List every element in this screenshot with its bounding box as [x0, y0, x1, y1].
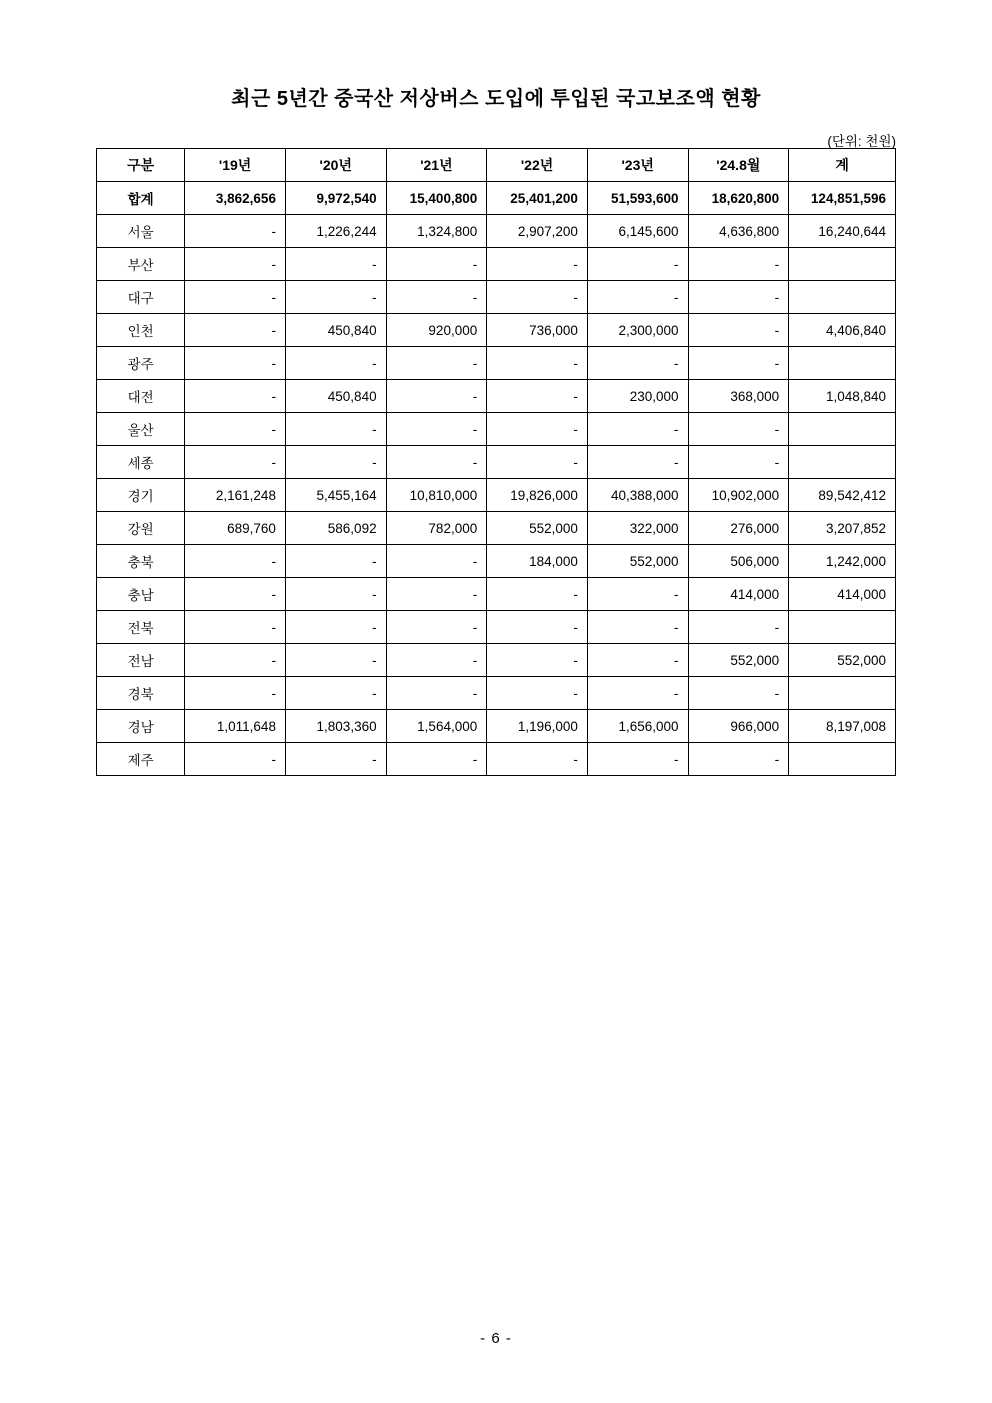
cell-total: 4,406,840 — [789, 314, 896, 347]
cell-2019: - — [185, 611, 286, 644]
cell-2020: - — [285, 644, 386, 677]
table-row — [97, 314, 896, 347]
column-header-2023: '23년 — [587, 149, 688, 182]
cell-2020: - — [285, 347, 386, 380]
row-label: 울산 — [97, 413, 185, 446]
cell-2021: - — [386, 248, 487, 281]
row-label: 세종 — [97, 446, 185, 479]
cell-total — [789, 743, 896, 776]
cell-2022: - — [487, 644, 588, 677]
cell-total — [789, 446, 896, 479]
cell-2021: 1,564,000 — [386, 710, 487, 743]
table-row — [97, 347, 896, 380]
column-header-2019: '19년 — [185, 149, 286, 182]
cell-2023: 6,145,600 — [587, 215, 688, 248]
row-label: 충북 — [97, 545, 185, 578]
table-row — [97, 479, 896, 512]
cell-2021: - — [386, 380, 487, 413]
cell-2024-08: - — [688, 347, 789, 380]
cell-2022: 552,000 — [487, 512, 588, 545]
cell-2023: - — [587, 677, 688, 710]
cell-2023: 230,000 — [587, 380, 688, 413]
cell-2020: - — [285, 446, 386, 479]
table-row — [97, 578, 896, 611]
cell-2021: - — [386, 413, 487, 446]
cell-2024-08: - — [688, 677, 789, 710]
table-row — [97, 743, 896, 776]
cell-total: 89,542,412 — [789, 479, 896, 512]
row-label: 제주 — [97, 743, 185, 776]
cell-2020: 586,092 — [285, 512, 386, 545]
cell-2023: - — [587, 413, 688, 446]
cell-total: 124,851,596 — [789, 182, 896, 215]
cell-2022: 736,000 — [487, 314, 588, 347]
table-header-row — [97, 149, 896, 182]
row-label: 충남 — [97, 578, 185, 611]
cell-total — [789, 611, 896, 644]
cell-2020: - — [285, 677, 386, 710]
cell-total: 552,000 — [789, 644, 896, 677]
cell-2023: - — [587, 347, 688, 380]
cell-2021: - — [386, 446, 487, 479]
row-label: 강원 — [97, 512, 185, 545]
row-label: 광주 — [97, 347, 185, 380]
cell-total — [789, 413, 896, 446]
cell-2019: - — [185, 677, 286, 710]
cell-2022: 1,196,000 — [487, 710, 588, 743]
cell-2023: 51,593,600 — [587, 182, 688, 215]
cell-2024-08: - — [688, 446, 789, 479]
cell-2019: 689,760 — [185, 512, 286, 545]
table-row — [97, 446, 896, 479]
cell-2023: - — [587, 281, 688, 314]
table-row — [97, 644, 896, 677]
table-row — [97, 380, 896, 413]
cell-2019: - — [185, 545, 286, 578]
table-header — [97, 149, 896, 182]
row-label: 합계 — [97, 182, 185, 215]
cell-2022: - — [487, 677, 588, 710]
cell-2020: - — [285, 248, 386, 281]
cell-2022: 19,826,000 — [487, 479, 588, 512]
cell-2024-08: 18,620,800 — [688, 182, 789, 215]
cell-2019: - — [185, 446, 286, 479]
cell-2021: 782,000 — [386, 512, 487, 545]
row-label: 부산 — [97, 248, 185, 281]
cell-2021: - — [386, 545, 487, 578]
cell-2024-08: - — [688, 743, 789, 776]
cell-2024-08: - — [688, 281, 789, 314]
cell-2023: - — [587, 578, 688, 611]
cell-2021: 15,400,800 — [386, 182, 487, 215]
cell-2020: - — [285, 413, 386, 446]
column-header-2022: '22년 — [487, 149, 588, 182]
cell-total — [789, 248, 896, 281]
row-label: 대구 — [97, 281, 185, 314]
cell-total: 3,207,852 — [789, 512, 896, 545]
unit-note: (단위: 천원) — [827, 134, 896, 149]
cell-2019: - — [185, 380, 286, 413]
cell-2022: 184,000 — [487, 545, 588, 578]
cell-2024-08: 966,000 — [688, 710, 789, 743]
row-label: 경북 — [97, 677, 185, 710]
column-header-total: 계 — [789, 149, 896, 182]
cell-2020: - — [285, 281, 386, 314]
cell-2019: - — [185, 215, 286, 248]
table-row — [97, 545, 896, 578]
cell-2022: - — [487, 281, 588, 314]
cell-2023: 322,000 — [587, 512, 688, 545]
cell-2021: - — [386, 578, 487, 611]
cell-2022: - — [487, 347, 588, 380]
cell-2019: - — [185, 314, 286, 347]
cell-2023: 1,656,000 — [587, 710, 688, 743]
cell-2020: 450,840 — [285, 380, 386, 413]
column-header-2024-08: '24.8월 — [688, 149, 789, 182]
cell-2021: 1,324,800 — [386, 215, 487, 248]
cell-2019: - — [185, 644, 286, 677]
page-number: - 6 - — [480, 1330, 512, 1347]
cell-total: 16,240,644 — [789, 215, 896, 248]
column-header-2020: '20년 — [285, 149, 386, 182]
cell-2022: - — [487, 446, 588, 479]
cell-2024-08: 10,902,000 — [688, 479, 789, 512]
cell-2023: - — [587, 611, 688, 644]
row-label: 전남 — [97, 644, 185, 677]
cell-2020: - — [285, 611, 386, 644]
cell-2023: 552,000 — [587, 545, 688, 578]
cell-total: 1,242,000 — [789, 545, 896, 578]
cell-2020: 1,226,244 — [285, 215, 386, 248]
row-label: 대전 — [97, 380, 185, 413]
cell-2022: - — [487, 248, 588, 281]
row-label: 전북 — [97, 611, 185, 644]
cell-2021: - — [386, 347, 487, 380]
cell-2024-08: 506,000 — [688, 545, 789, 578]
cell-2021: - — [386, 677, 487, 710]
cell-2021: 10,810,000 — [386, 479, 487, 512]
cell-2019: 3,862,656 — [185, 182, 286, 215]
column-header-2021: '21년 — [386, 149, 487, 182]
cell-2020: 1,803,360 — [285, 710, 386, 743]
subsidy-table — [96, 148, 896, 776]
cell-2022: - — [487, 413, 588, 446]
table-row — [97, 413, 896, 446]
cell-total — [789, 347, 896, 380]
cell-2019: - — [185, 347, 286, 380]
cell-2021: - — [386, 743, 487, 776]
cell-2019: 2,161,248 — [185, 479, 286, 512]
cell-2020: - — [285, 578, 386, 611]
table-row — [97, 248, 896, 281]
cell-total: 8,197,008 — [789, 710, 896, 743]
cell-total: 414,000 — [789, 578, 896, 611]
table-row — [97, 281, 896, 314]
cell-2024-08: - — [688, 314, 789, 347]
row-label: 경남 — [97, 710, 185, 743]
cell-2021: - — [386, 281, 487, 314]
table-row — [97, 710, 896, 743]
cell-2023: - — [587, 446, 688, 479]
cell-total — [789, 281, 896, 314]
table-row — [97, 215, 896, 248]
page-title: 최근 5년간 중국산 저상버스 도입에 투입된 국고보조액 현황 — [231, 88, 761, 110]
table-row — [97, 182, 896, 215]
table-row — [97, 677, 896, 710]
cell-total — [789, 677, 896, 710]
cell-2022: - — [487, 743, 588, 776]
cell-2024-08: 4,636,800 — [688, 215, 789, 248]
cell-2023: 40,388,000 — [587, 479, 688, 512]
cell-2021: - — [386, 644, 487, 677]
cell-2019: - — [185, 743, 286, 776]
cell-2024-08: 276,000 — [688, 512, 789, 545]
cell-2024-08: - — [688, 611, 789, 644]
cell-2020: - — [285, 545, 386, 578]
cell-2019: 1,011,648 — [185, 710, 286, 743]
cell-2022: 25,401,200 — [487, 182, 588, 215]
cell-2024-08: 414,000 — [688, 578, 789, 611]
row-label: 경기 — [97, 479, 185, 512]
cell-2021: 920,000 — [386, 314, 487, 347]
cell-2021: - — [386, 611, 487, 644]
cell-2024-08: - — [688, 413, 789, 446]
cell-2022: 2,907,200 — [487, 215, 588, 248]
cell-2020: 5,455,164 — [285, 479, 386, 512]
cell-2024-08: - — [688, 248, 789, 281]
cell-total: 1,048,840 — [789, 380, 896, 413]
cell-2023: 2,300,000 — [587, 314, 688, 347]
cell-2024-08: 552,000 — [688, 644, 789, 677]
cell-2019: - — [185, 578, 286, 611]
cell-2023: - — [587, 743, 688, 776]
cell-2019: - — [185, 281, 286, 314]
cell-2022: - — [487, 578, 588, 611]
cell-2020: 9,972,540 — [285, 182, 386, 215]
cell-2019: - — [185, 248, 286, 281]
cell-2023: - — [587, 248, 688, 281]
table-row — [97, 611, 896, 644]
table-body — [97, 182, 896, 776]
cell-2019: - — [185, 413, 286, 446]
cell-2023: - — [587, 644, 688, 677]
column-header-category: 구분 — [97, 149, 185, 182]
cell-2022: - — [487, 611, 588, 644]
cell-2022: - — [487, 380, 588, 413]
table-row — [97, 512, 896, 545]
cell-2020: - — [285, 743, 386, 776]
cell-2024-08: 368,000 — [688, 380, 789, 413]
row-label: 서울 — [97, 215, 185, 248]
cell-2020: 450,840 — [285, 314, 386, 347]
row-label: 인천 — [97, 314, 185, 347]
